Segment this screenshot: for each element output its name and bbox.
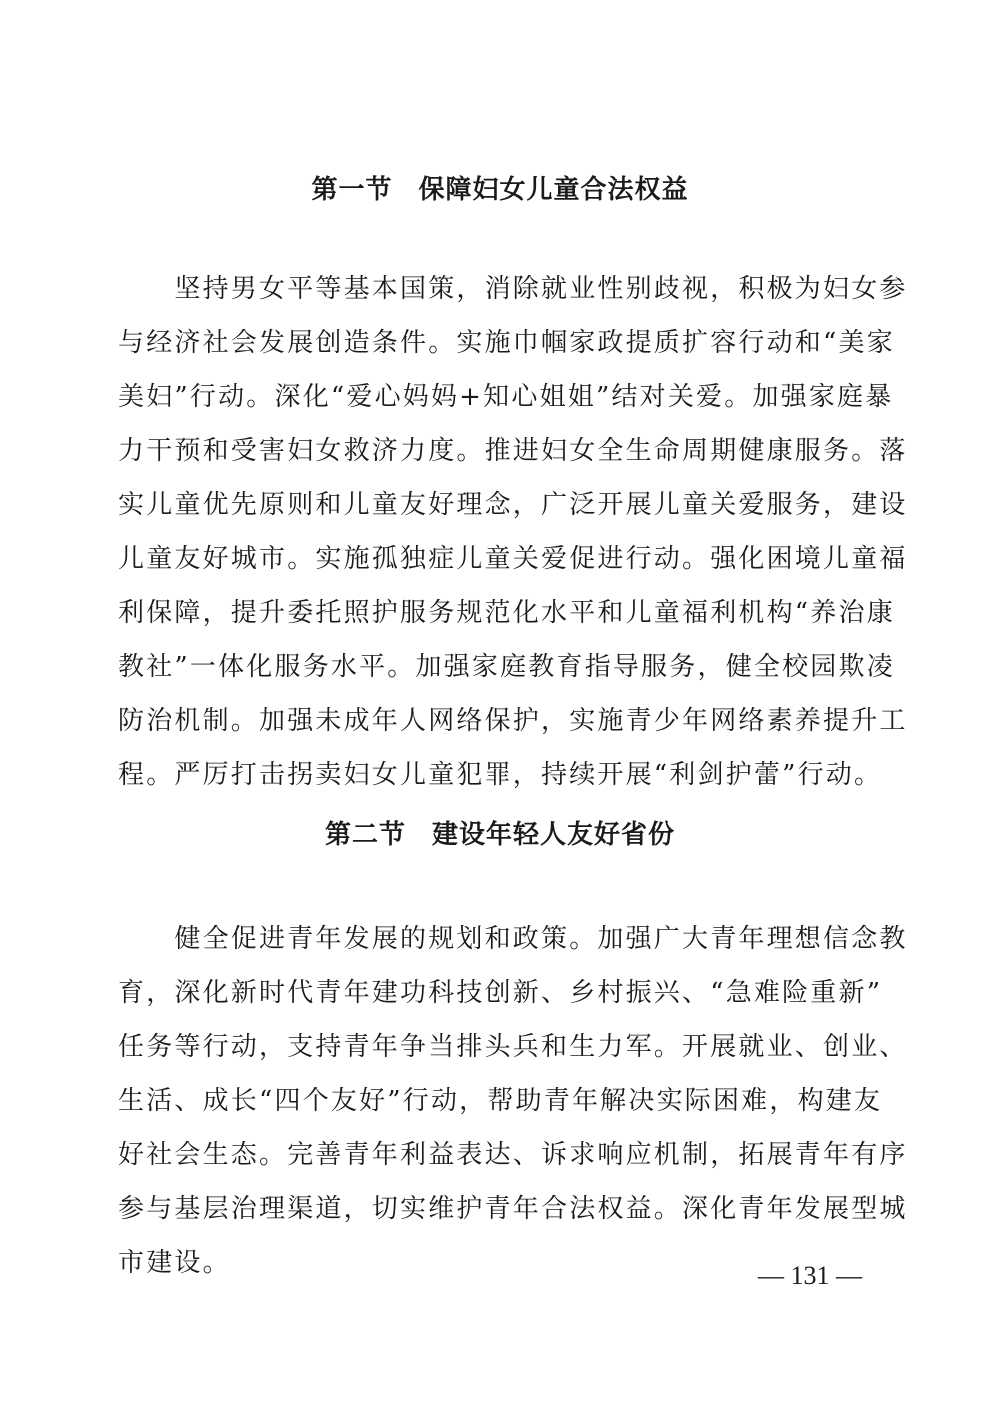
paragraph-line: 儿童友好城市。实施孤独症儿童关爱促进行动。强化困境儿童福 bbox=[118, 544, 908, 574]
paragraph-line: 坚持男女平等基本国策，消除就业性别歧视，积极为妇女参 bbox=[118, 274, 908, 304]
section-1-paragraph bbox=[118, 262, 908, 802]
paragraph-line: 参与基层治理渠道，切实维护青年合法权益。深化青年发展型城 bbox=[118, 1194, 908, 1224]
paragraph-line: 健全促进青年发展的规划和政策。加强广大青年理想信念教 bbox=[118, 924, 908, 954]
paragraph-line: 利保障，提升委托照护服务规范化水平和儿童福利机构“养治康 bbox=[118, 598, 895, 628]
section-2-number: 第二节 bbox=[324, 820, 406, 850]
paragraph-line: 任务等行动，支持青年争当排头兵和生力军。开展就业、创业、 bbox=[118, 1032, 908, 1062]
paragraph-line: 生活、成长“四个友好”行动，帮助青年解决实际困难，构建友 bbox=[118, 1086, 883, 1116]
section-1-title: 保障妇女儿童合法权益 bbox=[418, 175, 689, 205]
section-2-title: 建设年轻人友好省份 bbox=[432, 820, 676, 850]
paragraph-line: 实儿童优先原则和儿童友好理念，广泛开展儿童关爱服务，建设 bbox=[118, 490, 908, 520]
paragraph-line: 程。严厉打击拐卖妇女儿童犯罪，持续开展“利剑护蕾”行动。 bbox=[118, 760, 883, 790]
paragraph-line: 好社会生态。完善青年利益表达、诉求响应机制，拓展青年有序 bbox=[118, 1140, 908, 1170]
paragraph-line: 美妇”行动。深化“爱心妈妈+知心姐姐”结对关爱。加强家庭暴 bbox=[118, 382, 894, 412]
paragraph-line: 育，深化新时代青年建功科技创新、乡村振兴、“急难险重新” bbox=[118, 978, 883, 1008]
section-2-paragraph bbox=[118, 912, 908, 1290]
paragraph-line: 力干预和受害妇女救济力度。推进妇女全生命周期健康服务。落 bbox=[118, 436, 908, 466]
paragraph-line: 与经济社会发展创造条件。实施巾帼家政提质扩容行动和“美家 bbox=[118, 328, 895, 358]
section-1-heading bbox=[0, 170, 1000, 210]
paragraph-line: 市建设。 bbox=[118, 1248, 231, 1278]
page-number: — 131 — bbox=[758, 1261, 862, 1290]
section-1-number: 第一节 bbox=[311, 175, 393, 205]
paragraph-line: 防治机制。加强未成年人网络保护，实施青少年网络素养提升工 bbox=[118, 706, 908, 736]
section-2-heading bbox=[0, 815, 1000, 855]
paragraph-line: 教社”一体化服务水平。加强家庭教育指导服务，健全校园欺凌 bbox=[118, 652, 895, 682]
